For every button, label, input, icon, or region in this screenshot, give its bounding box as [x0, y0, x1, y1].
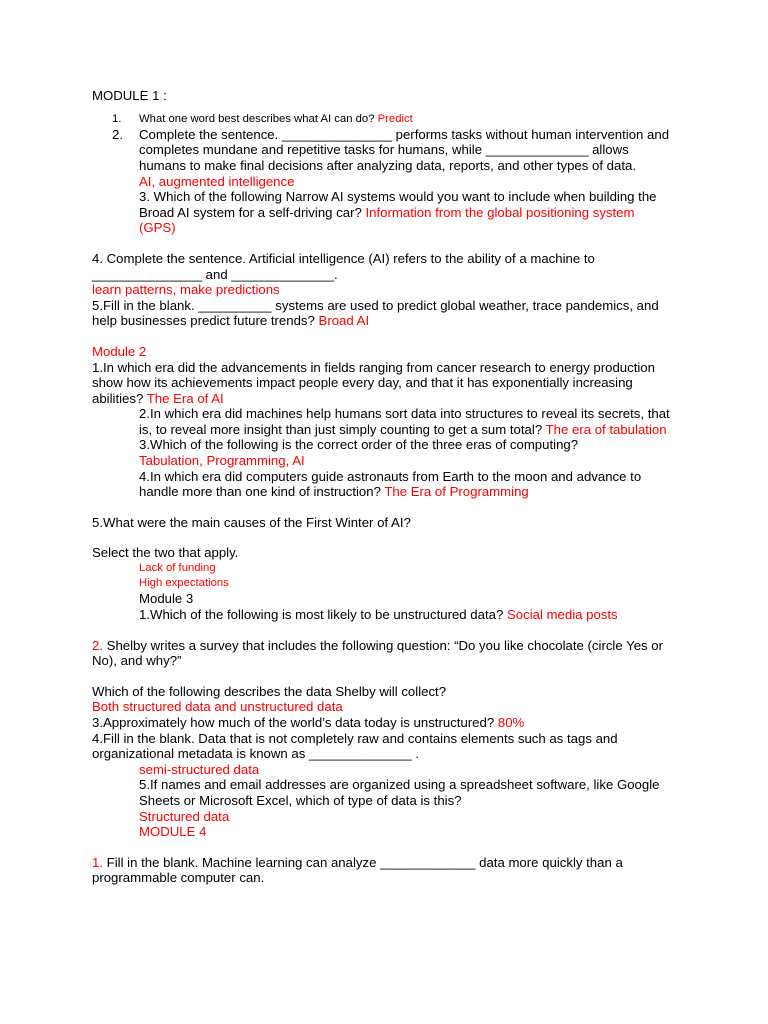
question-text: Shelby writes a survey that includes the following question: “Do you like chocolate (circle Yes or No), and why?”	[92, 637, 664, 669]
fill-in-blank: _______________	[281, 126, 392, 142]
list-number: 2.	[92, 637, 103, 653]
module-2-question-1	[92, 360, 673, 407]
module-3-answer-2: Both structured data and unstructured data	[92, 699, 343, 715]
answer-text: Information from the global positioning system (GPS)	[139, 204, 635, 236]
module-2-question-4	[139, 469, 673, 500]
fill-in-blank: ______________	[231, 266, 335, 282]
module-3-heading: Module 3	[139, 591, 194, 607]
spacer	[92, 329, 673, 344]
module-4-heading: MODULE 4	[139, 824, 207, 840]
answer-text: Social media posts	[506, 607, 618, 623]
module-2-answer-5b: High expectations	[139, 577, 229, 590]
question-text-part-2: systems are used to predict global weather, trace pandemics, and help businesses predict future trends?	[92, 297, 659, 329]
module-2-heading: Module 2	[92, 343, 147, 359]
module-1-question-2	[92, 127, 673, 236]
document-body	[92, 88, 673, 886]
question-text-part-2: .	[411, 746, 420, 762]
question-text: 4.In which era did computers guide astronauts from Earth to the moon and advance to handle more than one kind of instruction?	[139, 468, 642, 500]
spacer	[92, 500, 673, 515]
module-3-question-2-followup: Which of the following describes the data Shelby will collect?	[92, 683, 447, 699]
fill-in-blank: ______________	[485, 142, 589, 158]
question-text-part-1: Complete the sentence.	[139, 126, 282, 142]
answer-text: 80%	[497, 715, 525, 731]
question-text-part-2: data more quickly than a programmable computer can.	[92, 854, 623, 886]
question-text: 1.Which of the following is most likely to be unstructured data?	[139, 607, 507, 623]
fill-in-blank: __________	[198, 297, 272, 313]
question-text-part-1: 4.Fill in the blank. Data that is not completely raw and contains elements such as tags and organizational metadata is known as	[92, 730, 618, 762]
question-text: What one word best describes what AI can do?	[139, 112, 378, 125]
fill-in-blank: _______________	[92, 266, 203, 282]
module-2-question-5: 5.What were the main causes of the First Winter of AI?	[92, 514, 411, 530]
question-text-part-3: .	[334, 266, 338, 282]
module-2-answer-5a: Lack of funding	[139, 562, 216, 575]
answer-text: The Era of AI	[146, 390, 224, 406]
module-1-question-4	[92, 251, 673, 282]
answer-text: Broad AI	[318, 313, 370, 329]
module-1-question-5	[92, 298, 673, 329]
fill-in-blank: ______________	[309, 746, 412, 762]
module-1-question-list	[92, 112, 673, 236]
list-number: 1.	[112, 112, 122, 125]
question-text: 2.In which era did machines help humans sort data into structures to reveal its secrets, that is, to reveal more insight than just simply counting to get a sum total?	[139, 406, 670, 437]
module-3-question-4	[92, 731, 673, 762]
question-text-part-3: allows humans to make final decisions after analyzing data, reports, and other types of data.	[139, 142, 637, 173]
list-number: 1.	[92, 854, 103, 870]
fill-in-blank: _____________	[380, 854, 476, 870]
module-1-answer-4: learn patterns, make predictions	[92, 282, 280, 298]
spacer	[92, 669, 673, 684]
list-number: 2.	[112, 126, 123, 142]
module-3-question-5: 5.If names and email addresses are organized using a spreadsheet software, like Google Sheets or Microsoft Excel, which of type of data is this?	[139, 777, 660, 808]
spacer	[92, 530, 673, 545]
module-3-question-3	[92, 715, 673, 731]
answer-text: The Era of Programming	[384, 484, 529, 500]
question-text: 3. Which of the following Narrow AI systems would you want to include when building the Broad AI system for a self-driving car?	[139, 189, 657, 220]
answer-text: Tabulation, Programming, AI	[139, 453, 305, 469]
answer-text: Predict	[377, 112, 413, 125]
spacer	[92, 104, 673, 112]
question-text-part-2: and	[202, 266, 232, 282]
module-4-question-1	[92, 855, 673, 886]
question-text-part-1: Fill in the blank. Machine learning can analyze	[103, 854, 381, 870]
module-2-question-2	[139, 406, 673, 437]
module-3-answer-5: Structured data	[139, 808, 230, 824]
question-text: 3.Approximately how much of the world’s data today is unstructured?	[92, 715, 498, 731]
module-1-question-1	[92, 112, 673, 127]
question-text: 1.In which era did the advancements in fields ranging from cancer research to energy production show how its achievements impact people every day, and that it has exponentially increasing abilities?	[92, 359, 655, 406]
answer-text: The era of tabulation	[545, 421, 667, 437]
module-2-question-3	[139, 437, 673, 468]
answer-text: AI, augmented intelligence	[139, 173, 295, 189]
module-3-question-1	[139, 607, 673, 623]
module-3-question-2	[92, 638, 673, 669]
question-text-part-2: performs tasks without human intervention and completes mundane and repetitive tasks for humans, while	[139, 126, 670, 158]
spacer	[92, 236, 673, 251]
module-1-question-3	[139, 189, 673, 236]
question-text-part-1: 5.Fill in the blank.	[92, 297, 199, 313]
module-3-answer-4: semi-structured data	[139, 761, 260, 777]
module-1-heading: MODULE 1 :	[92, 88, 167, 103]
spacer	[92, 840, 673, 855]
question-text-part-1: 4. Complete the sentence. Artificial intelligence (AI) refers to the ability of a machine to	[92, 250, 595, 266]
module-2-question-5-instruction: Select the two that apply.	[92, 545, 239, 561]
spacer	[92, 623, 673, 638]
question-text: 3.Which of the following is the correct order of the three eras of computing?	[139, 437, 579, 453]
